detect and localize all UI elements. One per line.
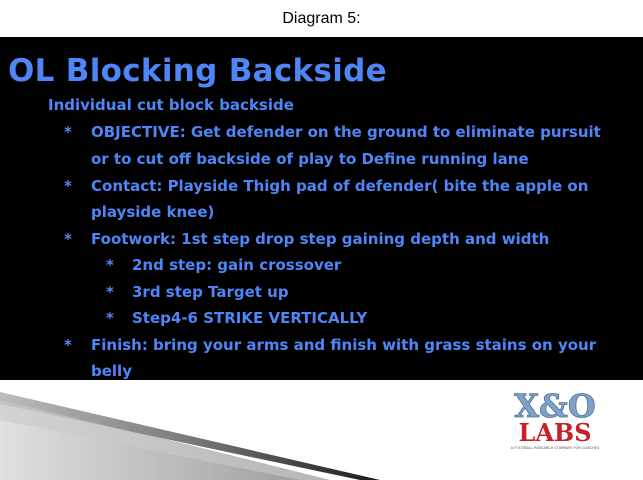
slide-subtitle: Individual cut block backside [48,96,294,114]
bullet-finish-line1: Finish: bring your arms and finish with grass stains on your [91,336,597,354]
bullet-objective-line2: or to cut off backside of play to Define running lane [91,150,529,168]
sub-bullet-marker: * [106,256,114,274]
bullet-footwork: Footwork: 1st step drop step gaining depth and width [91,230,550,248]
bullet-marker: * [64,177,72,195]
bullet-marker: * [64,230,72,248]
logo-tagline: A FOOTBALL RESEARCH COMPANY FOR COACHES [510,446,600,450]
sub-bullet-marker: * [106,309,114,327]
bullet-marker: * [64,336,72,354]
sub-bullet-step2: 2nd step: gain crossover [132,256,342,274]
slide [0,37,643,380]
bullet-contact-line2: playside knee) [91,203,215,221]
logo-labs-text: LABS [518,418,592,447]
logo-xo-text: X&O [514,388,596,425]
bullet-finish-line2: belly [91,362,132,380]
bullet-contact-line1: Contact: Playside Thigh pad of defender( bite the apple on [91,177,589,195]
slide-title: OL Blocking Backside [8,53,387,89]
diagram-caption: Diagram 5: [282,10,361,27]
bullet-objective-line1: OBJECTIVE: Get defender on the ground to eliminate pursuit [91,123,601,141]
sub-bullet-step4-6: Step4-6 STRIKE VERTICALLY [132,309,368,327]
sub-bullet-step3: 3rd step Target up [132,283,289,301]
xo-labs-logo [499,388,611,452]
bullet-marker: * [64,123,72,141]
sub-bullet-marker: * [106,283,114,301]
